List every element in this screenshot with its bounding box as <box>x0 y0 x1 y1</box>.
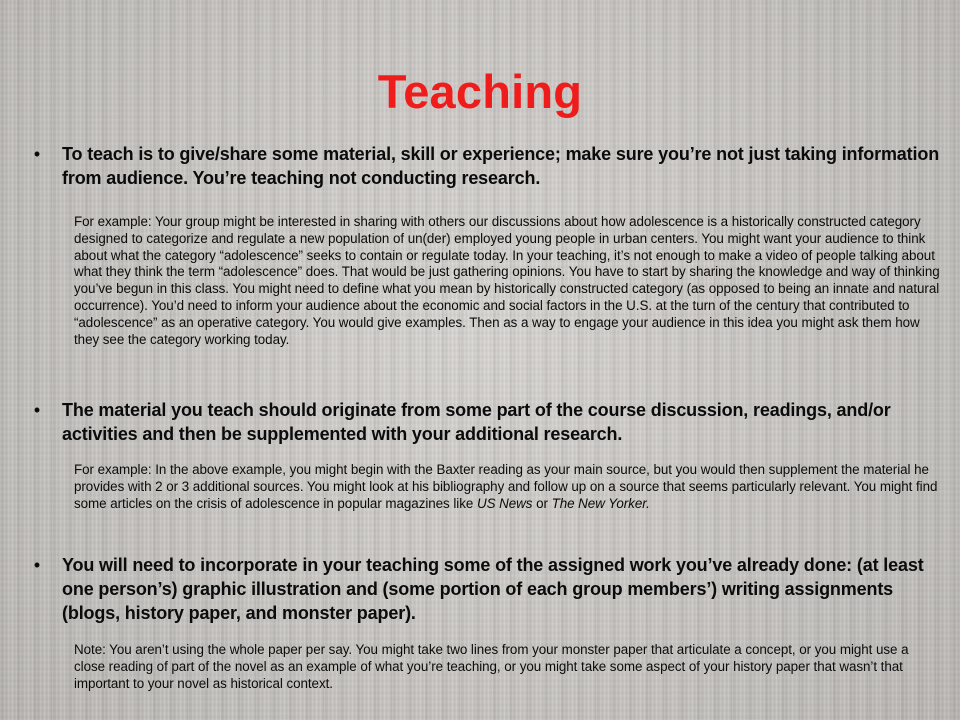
note-italic-source: US News <box>476 495 533 511</box>
example-note: Note: You aren’t using the whole paper per say. You might take two lines from your monster paper that articulate a concept, or you might use a close reading of part of the novel as an example of what you’re teaching, or you might take some aspect of your history paper that wasn’t that important to your novel as historical context. <box>74 642 909 691</box>
note-italic-source: The New Yorker. <box>551 495 650 511</box>
bullet-point <box>30 142 940 190</box>
bullet-text: To teach is to give/share some material, skill or experience; make sure you’re not just taking information from audience. You’re teaching not conducting research. <box>62 144 940 188</box>
bullet-dot-icon: • <box>33 400 41 420</box>
note-text: or <box>532 495 552 511</box>
bullet-point <box>30 553 940 625</box>
note-text: For example: In the above example, you might begin with the Baxter reading as your main source, but you would then supplement the material he provides with 2 or 3 additional sources. You might look at his bibliography and follow up on a source that seems particularly relevant. You might find some articles on the crisis of adolescence in popular magazines like <box>74 462 938 511</box>
example-note: For example: Your group might be interested in sharing with others our discussions about how adolescence is a historically constructed category designed to categorize and regulate a new population of un(der) employed young people in urban centers. You might want your audience to think about what the category “adolescence” seeks to contain or regulate today. In your teaching, it’s not enough to make a video of people talking about what they think the term “adolescence” does. That would be just gathering opinions. You have to start by sharing the knowledge and way of thinking you’ve begun in this class. You might need to define what you mean by historically constructed category (as opposed to being an innate and natural occurrence). You’d need to inform your audience about the economic and social factors in the U.S. at the turn of the century that contributed to “adolescence” as an operative category. You would give examples. Then as a way to engage your audience in this idea you might ask them how they see the category working today. <box>74 214 940 347</box>
bullet-dot-icon: • <box>33 144 41 164</box>
slide-title: Teaching <box>377 65 583 118</box>
bullet-dot-icon: • <box>33 555 41 575</box>
bullet-text: You will need to incorporate in your teaching some of the assigned work you’ve already done: (at least one person’s) graphic illustration and (some portion of each group members’) writing assignments (blogs, history paper, and monster paper). <box>62 555 924 623</box>
bullet-text: The material you teach should originate from some part of the course discussion, readings, and/or activities and then be supplemented with your additional research. <box>62 400 891 444</box>
example-note <box>74 462 940 512</box>
bullet-point <box>30 398 940 446</box>
